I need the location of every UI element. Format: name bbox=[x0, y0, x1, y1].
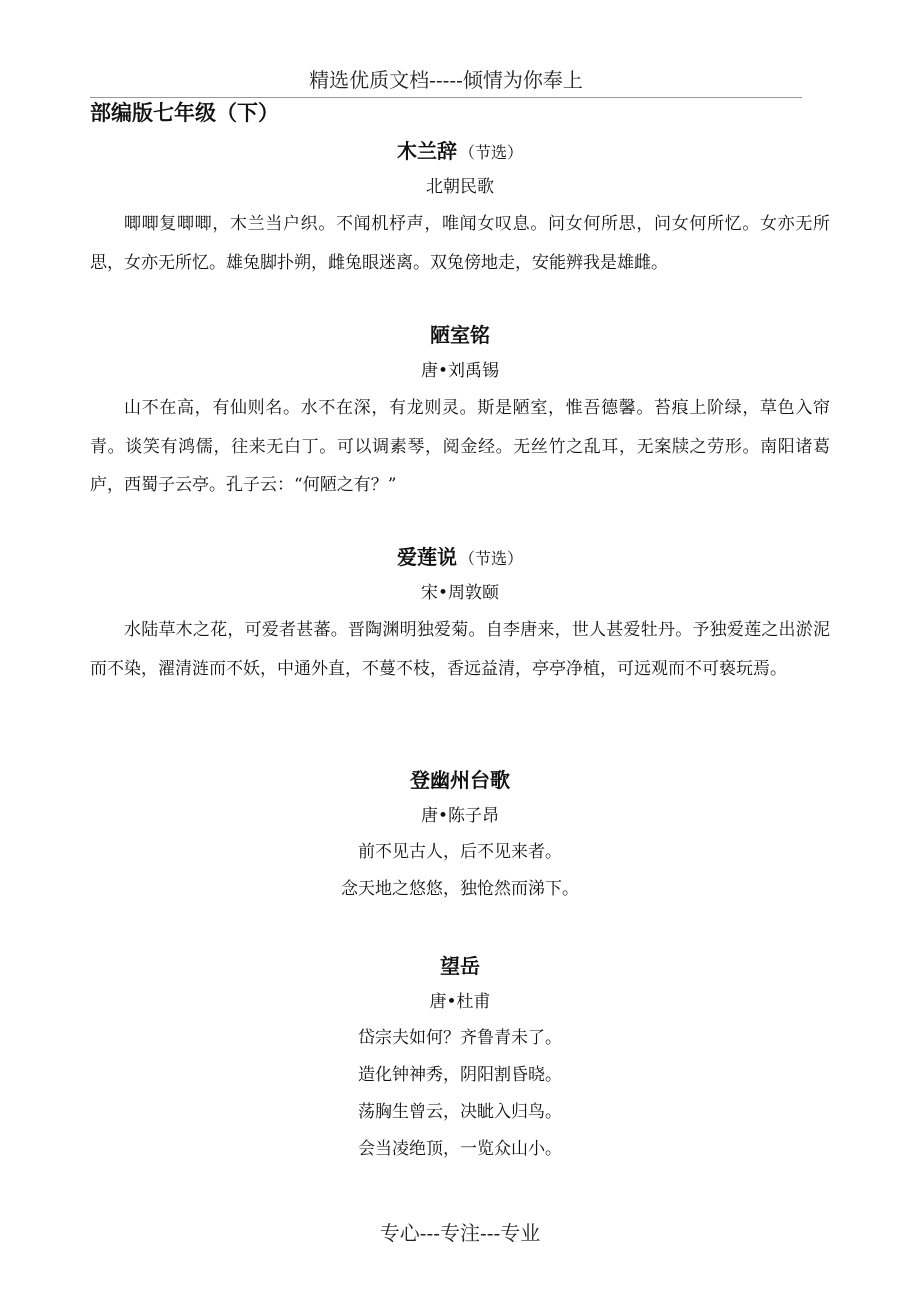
page-header: 精选优质文档-----倾情为你奉上 bbox=[90, 64, 802, 98]
poem-title-text: 爱莲说 bbox=[396, 545, 457, 569]
poem-line: 造化钟神秀，阴阳割昏晓。 bbox=[358, 1065, 562, 1085]
poem-title-text: 木兰辞 bbox=[396, 139, 457, 163]
poem-title-text: 陋室铭 bbox=[430, 323, 490, 347]
poem-line: 会当凌绝顶，一览众山小。 bbox=[358, 1139, 562, 1159]
poem-title-note: （节选） bbox=[458, 549, 523, 568]
poem-title bbox=[90, 320, 830, 350]
poem-author: 北朝民歌 bbox=[426, 177, 494, 197]
poem-title-text: 登幽州台歌 bbox=[410, 768, 510, 792]
poem-title-text: 望岳 bbox=[440, 954, 480, 978]
poem-title bbox=[90, 951, 830, 981]
grade-heading: 部编版七年级（下） bbox=[90, 101, 279, 125]
poem-title bbox=[90, 765, 830, 795]
poem-line: 岱宗夫如何？齐鲁青未了。 bbox=[358, 1028, 562, 1048]
poem-wangyue bbox=[90, 951, 830, 1168]
poem-mulanci bbox=[90, 136, 830, 282]
poem-text: 水陆草木之花，可爱者甚蕃。晋陶渊明独爱菊。自李唐来，世人甚爱牡丹。予独爱莲之出淤泥而不染，濯清涟而不妖，中通外直，不蔓不枝，香远益清，亭亭净植，可远观而不可亵玩焉。 bbox=[90, 620, 830, 679]
poem-dengyouzhoutaige bbox=[90, 765, 830, 908]
poem-author: 宋•周敦颐 bbox=[420, 583, 500, 603]
page-footer: 专心---专注---专业 bbox=[379, 1221, 541, 1245]
poem-line: 荡胸生曾云，决眦入归鸟。 bbox=[358, 1102, 562, 1122]
poem-title bbox=[90, 136, 830, 166]
poem-line: 念天地之悠悠，独怆然而涕下。 bbox=[341, 879, 579, 899]
poem-ailianshuo bbox=[90, 542, 830, 688]
poem-author: 唐•陈子昂 bbox=[420, 806, 500, 826]
poem-text: 山不在高，有仙则名。水不在深，有龙则灵。斯是陋室，惟吾德馨。苔痕上阶绿，草色入帘青。谈笑有鸿儒，往来无白丁。可以调素琴，阅金经。无丝竹之乱耳，无案牍之劳形。南阳诸葛庐，西蜀子云亭。孔子云：“何陋之有？” bbox=[90, 398, 830, 495]
poem-title bbox=[90, 542, 830, 572]
poem-loushiming bbox=[90, 320, 830, 505]
poem-text: 唧唧复唧唧，木兰当户织。不闻机杼声，唯闻女叹息。问女何所思，问女何所忆。女亦无所思，女亦无所忆。雄兔脚扑朔，雌兔眼迷离。双兔傍地走，安能辨我是雄雌。 bbox=[90, 214, 830, 273]
poem-author: 唐•刘禹锡 bbox=[420, 361, 500, 381]
poem-title-note: （节选） bbox=[458, 143, 523, 162]
poem-author: 唐•杜甫 bbox=[429, 992, 491, 1012]
poem-line: 前不见古人，后不见来者。 bbox=[358, 842, 562, 862]
